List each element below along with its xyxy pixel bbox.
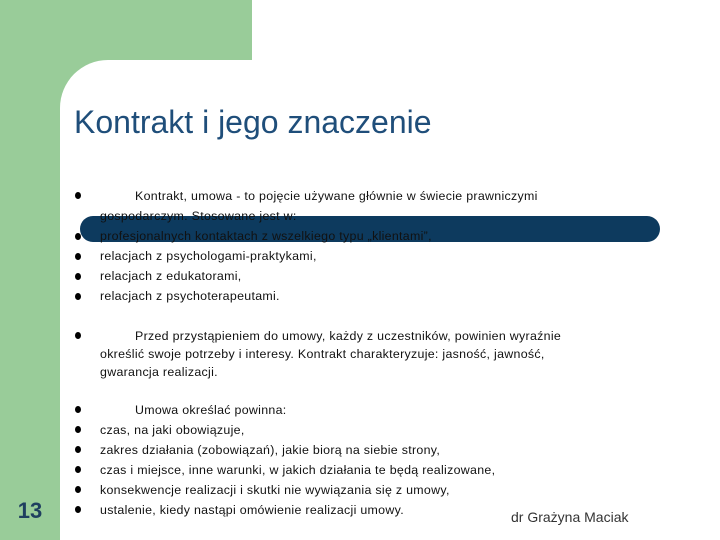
bullet-text: relacjach z psychologami-praktykami, [100,249,317,263]
slide-title: Kontrakt i jego znaczenie [74,104,432,140]
bullet-continuation: określić swoje potrzeby i interesy. Kontrakt charakteryzuje: jasność, jawność, [100,347,545,361]
bullet-continuation: gwarancja realizacji. [100,365,218,379]
bullet-dot-icon [75,273,81,280]
bullet-text: zakres działania (zobowiązań), jakie biorą na siebie strony, [100,443,441,457]
bullet-text: czas i miejsce, inne warunki, w jakich działania te będą realizowane, [100,463,496,477]
bullet-text: ustalenie, kiedy nastąpi omówienie realizacji umowy. [100,503,404,517]
bullet-dot-icon [75,446,81,453]
bullet-dot-icon [75,486,81,493]
slide-number: 13 [17,498,43,523]
bullet-dot-icon [75,332,81,339]
bullet-continuation: gospodarczym. Stosowane jest w: [100,209,297,223]
bullet-text: konsekwencje realizacji i skutki nie wywiązania się z umowy, [100,483,450,497]
bullet-dot-icon [75,466,81,473]
bullet-dot-icon [75,426,81,433]
bullet-text: Przed przystąpieniem do umowy, każdy z uczestników, powinien wyraźnie [135,329,562,343]
bullet-dot-icon [75,233,81,240]
bullet-dot-icon [75,506,81,513]
bullet-dot-icon [75,253,81,260]
green-left-band [0,0,60,540]
bullet-text: Kontrakt, umowa - to pojęcie używane głównie w świecie prawniczymi [135,189,538,203]
bullet-text: profesjonalnych kontaktach z wszelkiego typu „klientami”, [100,229,432,243]
bullet-dot-icon [75,406,81,413]
bullet-dot-icon [75,293,81,300]
bullet-text: relacjach z psychoterapeutami. [100,289,280,303]
bullet-text: relacjach z edukatorami, [100,269,242,283]
bullet-text: czas, na jaki obowiązuje, [100,423,245,437]
bullet-dot-icon [75,192,81,199]
bullet-text: Umowa określać powinna: [135,403,287,417]
author-footer: dr Grażyna Maciak [511,509,629,525]
